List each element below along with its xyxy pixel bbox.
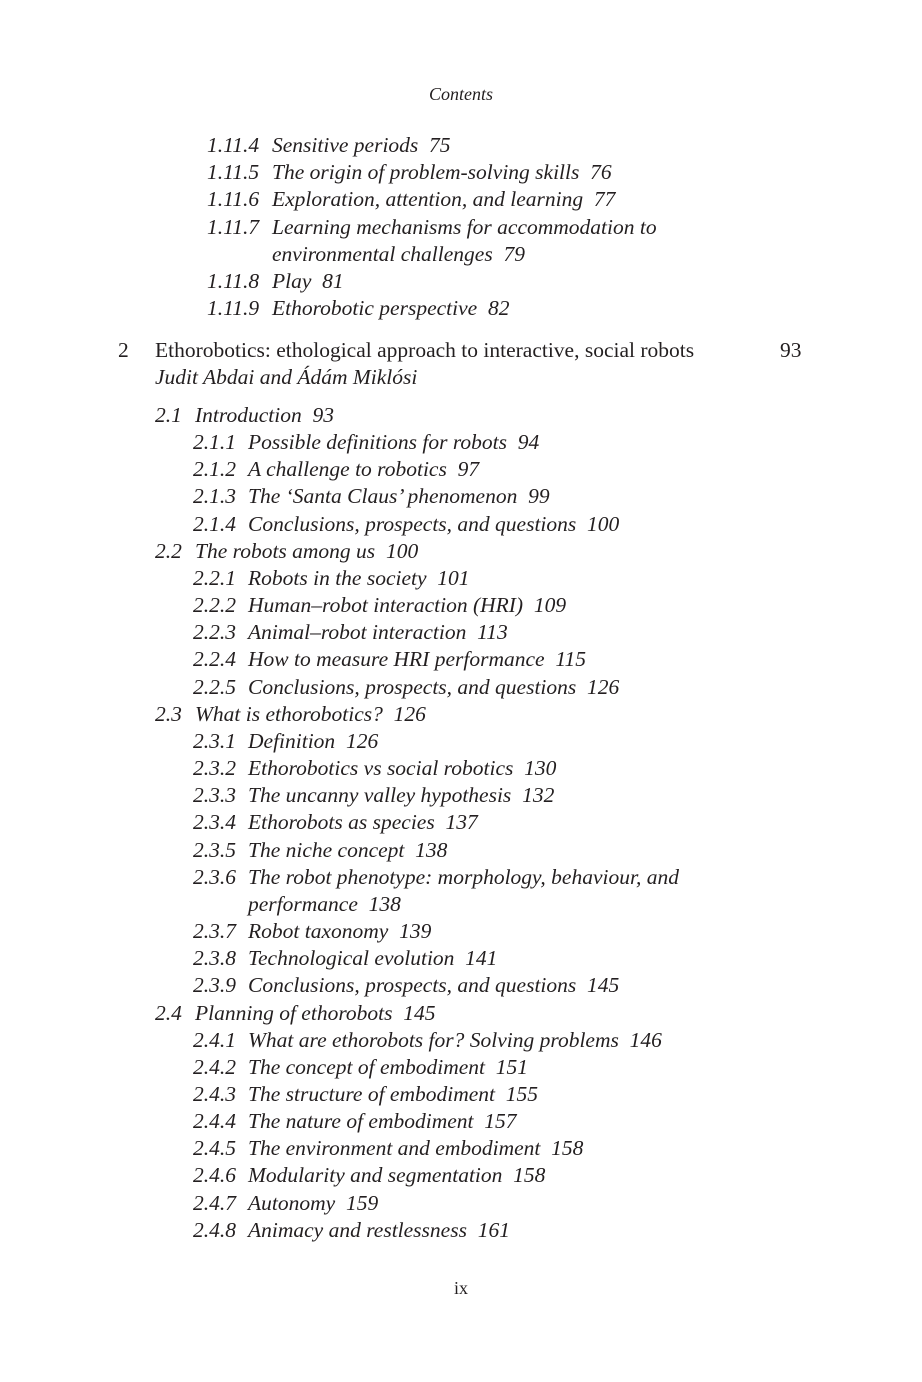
toc-entry-page: 158 xyxy=(513,1163,546,1188)
chapter-page: 93 xyxy=(780,338,802,362)
toc-entry-title: The origin of problem-solving skills xyxy=(272,160,580,185)
toc-entry-title: Exploration, attention, and learning xyxy=(272,187,584,212)
page-number: ix xyxy=(453,1278,468,1298)
toc-entry-title: Conclusions, prospects, and questions xyxy=(248,674,577,699)
toc-entry-title: The robot phenotype: morphology, behaviour, and xyxy=(248,864,679,889)
toc-entry xyxy=(193,1138,583,1160)
toc-entry-number: 2.3.9 xyxy=(193,973,236,998)
toc-entry-number: 2.4.1 xyxy=(193,1027,236,1052)
toc-entry-number: 2.3 xyxy=(155,701,182,726)
toc-entry-page: 99 xyxy=(528,484,550,509)
toc-entry xyxy=(193,432,539,454)
toc-entry-page: 139 xyxy=(399,919,432,944)
running-head: Contents xyxy=(428,84,493,104)
toc-entry xyxy=(193,511,620,536)
toc-entry-page: 141 xyxy=(465,946,498,971)
toc-entry-number: 2.3.1 xyxy=(193,728,236,753)
toc-entry xyxy=(193,728,379,753)
toc-entry-page: 145 xyxy=(587,973,620,998)
toc-entry xyxy=(193,921,431,943)
toc-entry-title: The nature of embodiment xyxy=(248,1109,474,1134)
toc-entry-page: 161 xyxy=(477,1217,510,1242)
toc-entry-page: 138 xyxy=(368,891,401,916)
toc-entry-title: Robot taxonomy xyxy=(248,919,389,944)
toc-entry-page: 158 xyxy=(551,1136,584,1161)
toc-entry-page: 79 xyxy=(503,241,525,266)
toc-entry-title: Definition xyxy=(248,728,336,753)
toc-entry xyxy=(193,1084,538,1106)
toc-entry-number: 2.2.1 xyxy=(193,565,236,590)
toc-entry-number: 2.4.4 xyxy=(193,1109,236,1134)
toc-entry-title: The structure of embodiment xyxy=(248,1082,496,1106)
toc-entry xyxy=(207,271,344,293)
toc-entry-page: 109 xyxy=(533,593,567,618)
toc-entry xyxy=(193,891,401,916)
toc-entry-title: Sensitive periods xyxy=(272,133,419,157)
toc-entry-title: Animal–robot interaction xyxy=(248,620,467,645)
toc-entry-title: Autonomy xyxy=(248,1190,336,1215)
toc-entry-page: 155 xyxy=(505,1082,539,1106)
toc-entry-number: 2.4.7 xyxy=(193,1190,236,1215)
toc-entry-title: The uncanny valley hypothesis xyxy=(248,783,512,808)
toc-entry-number: 2.3.7 xyxy=(193,919,236,944)
toc-entry xyxy=(193,785,554,807)
toc-entry xyxy=(193,1217,510,1242)
toc-entry-title: The environment and embodiment xyxy=(248,1136,541,1161)
toc-entry-title: Robots in the society xyxy=(248,565,427,590)
toc-entry xyxy=(193,595,566,617)
toc-entry-page: 76 xyxy=(590,160,612,185)
toc-entry-page: 77 xyxy=(593,187,616,212)
toc-entry xyxy=(207,298,509,320)
toc-entry-number: 2.4.2 xyxy=(193,1054,236,1079)
toc-entry-number: 2.4.5 xyxy=(193,1136,236,1161)
chapter-title: Ethorobotics: ethological approach to interactive, social robots xyxy=(155,338,695,362)
toc-entry-title: environmental challenges xyxy=(272,241,493,266)
toc-entry-page: 100 xyxy=(587,511,620,536)
toc-entry-number: 2.4.3 xyxy=(193,1082,236,1106)
toc-entry-page: 132 xyxy=(522,783,555,808)
toc-entry xyxy=(207,241,525,266)
toc-entry-title: Play xyxy=(272,269,312,293)
toc-entry-title: The niche concept xyxy=(248,837,405,862)
toc-entry-title: The concept of embodiment xyxy=(248,1054,486,1079)
toc-entry-title: Ethorobotic perspective xyxy=(272,296,478,321)
toc-entry-number: 2.1.1 xyxy=(193,430,236,455)
toc-entry-title: A challenge to robotics xyxy=(248,457,447,482)
toc-entry xyxy=(193,1111,517,1133)
toc-entry-title: Learning mechanisms for accommodation to xyxy=(272,214,657,239)
toc-entry xyxy=(193,459,479,481)
toc-entry-title: Ethorobotics vs social robotics xyxy=(248,756,514,781)
toc-entry xyxy=(193,1054,529,1079)
toc-entry-title: Conclusions, prospects, and questions xyxy=(248,973,577,998)
toc-entry-number: 1.11.8 xyxy=(207,269,260,293)
toc-entry-page: 75 xyxy=(429,133,451,157)
toc-entry-number: 2.3.2 xyxy=(193,756,236,781)
toc-entry xyxy=(207,135,451,157)
toc-entry-page: 101 xyxy=(437,565,470,590)
toc-entry xyxy=(193,622,508,644)
toc-entry xyxy=(193,837,448,862)
toc-entry-number: 1.11.4 xyxy=(207,133,260,157)
toc-entry-page: 159 xyxy=(345,1190,379,1215)
toc-entry-page: 130 xyxy=(524,756,557,781)
toc-entry xyxy=(193,565,470,590)
toc-entry-page: 82 xyxy=(487,296,510,321)
toc-entry xyxy=(207,162,612,184)
toc-entry-number: 2.1.4 xyxy=(193,511,236,536)
toc-entry-title: Animacy and restlessness xyxy=(248,1217,467,1242)
toc-entry-number: 2.3.6 xyxy=(193,864,236,889)
toc-entry xyxy=(207,189,615,211)
toc-entry-number: 2.3.5 xyxy=(193,837,236,862)
toc-entry-number: 2.2.4 xyxy=(193,647,236,672)
toc-entry-page: 94 xyxy=(517,430,540,455)
toc-entry xyxy=(193,1165,545,1187)
toc-entry-title: Conclusions, prospects, and questions xyxy=(248,511,577,536)
toc-entry xyxy=(193,649,586,671)
toc-entry xyxy=(193,1027,662,1052)
toc-entry xyxy=(193,975,619,997)
toc-entry-number: 2.3.3 xyxy=(193,783,236,808)
toc-entry xyxy=(193,812,478,834)
toc-entry-title: Technological evolution xyxy=(248,946,455,971)
toc-entry-number: 2.1 xyxy=(155,403,182,427)
toc-entry-number: 1.11.6 xyxy=(207,187,260,212)
toc-entry-page: 138 xyxy=(415,837,448,862)
toc-entry-number: 2.4.8 xyxy=(193,1217,236,1242)
toc-entry-page: 137 xyxy=(445,810,478,835)
toc-entry-number: 2.4.6 xyxy=(193,1163,236,1188)
toc-entry xyxy=(155,405,334,427)
toc-entry-page: 157 xyxy=(484,1109,517,1134)
toc-entry-title: What are ethorobots for? Solving problems xyxy=(248,1027,619,1052)
toc-entry-page: 126 xyxy=(345,728,379,753)
toc-entry-number: 1.11.7 xyxy=(207,214,260,239)
toc-entry xyxy=(193,486,550,508)
toc-entry xyxy=(193,864,679,889)
toc-entry xyxy=(193,948,497,970)
chapter-heading xyxy=(0,340,922,364)
toc-entry-number: 2.3.4 xyxy=(193,810,236,835)
toc-entry-title: The ‘Santa Claus’ phenomenon xyxy=(248,484,518,509)
chapter-number: 2 xyxy=(118,338,129,362)
toc-entry-page: 113 xyxy=(477,620,508,645)
toc-entry-title: Human–robot interaction (HRI) xyxy=(248,593,524,618)
toc-entry-title: Planning of ethorobots xyxy=(195,1000,393,1025)
chapter-authors: Judit Abdai and Ádám Miklósi xyxy=(155,365,418,389)
toc-entry xyxy=(193,1190,379,1215)
toc-entry-page: 146 xyxy=(629,1027,662,1052)
toc-entry xyxy=(193,758,556,780)
toc-entry-title: Possible definitions for robots xyxy=(248,430,508,455)
toc-entry-title: Introduction xyxy=(195,403,302,427)
toc-entry-page: 115 xyxy=(555,647,586,672)
toc-entry-number: 2.1.3 xyxy=(193,484,236,509)
toc-entry xyxy=(155,1000,436,1025)
toc-entry-page: 126 xyxy=(393,701,426,726)
toc-entry-title: Modularity and segmentation xyxy=(248,1163,503,1188)
toc-entry xyxy=(155,538,419,563)
toc-entry-number: 2.4 xyxy=(155,1000,182,1025)
toc-entry-number: 2.2.2 xyxy=(193,593,236,618)
toc-entry-title: Ethorobots as species xyxy=(248,810,435,835)
toc-entry-number: 2.3.8 xyxy=(193,946,236,971)
toc-entry-number: 2.2.5 xyxy=(193,674,236,699)
toc-entry-number: 2.2 xyxy=(155,538,182,563)
toc-entry-page: 145 xyxy=(403,1000,436,1025)
toc-entry-page: 151 xyxy=(495,1054,529,1079)
toc-entry-page: 126 xyxy=(587,674,620,699)
toc-entry-title: performance xyxy=(248,891,358,916)
toc-entry xyxy=(207,214,657,239)
toc-entry-number: 2.2.3 xyxy=(193,620,236,645)
toc-entry-number: 1.11.5 xyxy=(207,160,260,185)
toc-entry-page: 93 xyxy=(312,403,334,427)
toc-entry xyxy=(155,701,426,726)
toc-entry-page: 81 xyxy=(322,269,344,293)
toc-entry-title: How to measure HRI performance xyxy=(248,647,545,672)
toc-entry-title: What is ethorobotics? xyxy=(195,701,383,726)
toc-entry-page: 97 xyxy=(457,457,480,482)
toc-entry-number: 1.11.9 xyxy=(207,296,260,321)
toc-entry-page: 100 xyxy=(385,538,419,563)
toc-entry-title: The robots among us xyxy=(195,538,376,563)
toc-entry xyxy=(193,674,620,699)
toc-entry-number: 2.1.2 xyxy=(193,457,236,482)
